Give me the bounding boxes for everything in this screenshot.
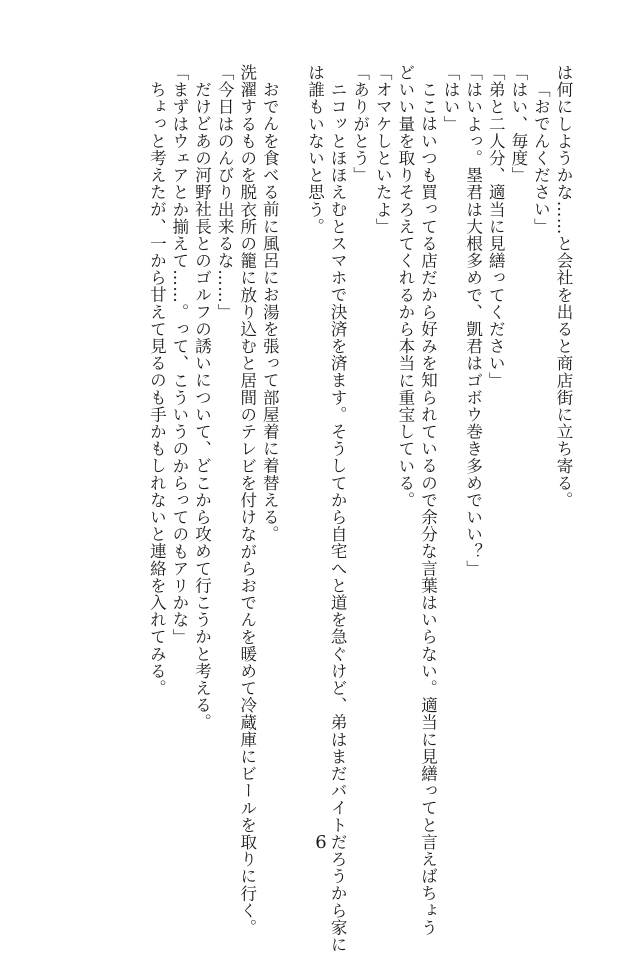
text-line: 「はい、毎度」: [508, 64, 528, 184]
paragraph-gap: [280, 64, 303, 824]
text-line: ちょっと考えたが、一から甘えて見るのも手かもしれないと連絡を入れてみる。: [147, 80, 167, 697]
text-line: 「弟と二人分、適当に見繕ってください」: [486, 64, 506, 389]
text-line: どいい量を取りそろえてくれるから本当に重宝している。: [395, 64, 415, 509]
text-line: 洗濯するものを脱衣所の籠に放り込むと居間のテレビを付けながらおでんを暖めて冷蔵庫にビールを取りに行く。: [237, 64, 257, 937]
text-line: ここはいつも買ってる店だから好みを知られているので余分な言葉はいらない。適当に見繕ってと言えばちょう: [418, 80, 438, 936]
text-line: おでんを食べる前に風呂にお湯を張って部屋着に着替える。: [260, 80, 280, 543]
text-line: 「オマケしといたよ」: [373, 64, 393, 235]
text-line: 「ありがとう」: [350, 64, 370, 184]
text-line: ニコッとほほえむとスマホで決済を済ます。そうしてから自宅へと道を急ぐけど、弟はまだバイトだろうから家に: [328, 80, 348, 953]
text-line: は何にしようかな……と会社を出ると商店街に立ち寄る。: [554, 64, 573, 509]
text-line: 「おでんください」: [531, 80, 551, 235]
text-line: 「はいよっ。塁君は大根多めで、凱君はゴボウ巻き多めでいい？」: [463, 64, 483, 577]
vertical-text-body: [102, 64, 574, 953]
text-line: は誰もいないと思う。: [305, 64, 325, 235]
page-number: 6: [315, 832, 327, 853]
text-line: 「まずはウェアとか揃えて……。って、こういうのからってのもアリかな」: [169, 64, 189, 646]
text-line: 「今日はのんびり出来るな……」: [215, 64, 235, 321]
text-line: 「はい」: [441, 64, 461, 133]
text-line: だけどあの河野社長とのゴルフの誘いについて、どこから攻めて行こうかと考える。: [192, 80, 212, 731]
